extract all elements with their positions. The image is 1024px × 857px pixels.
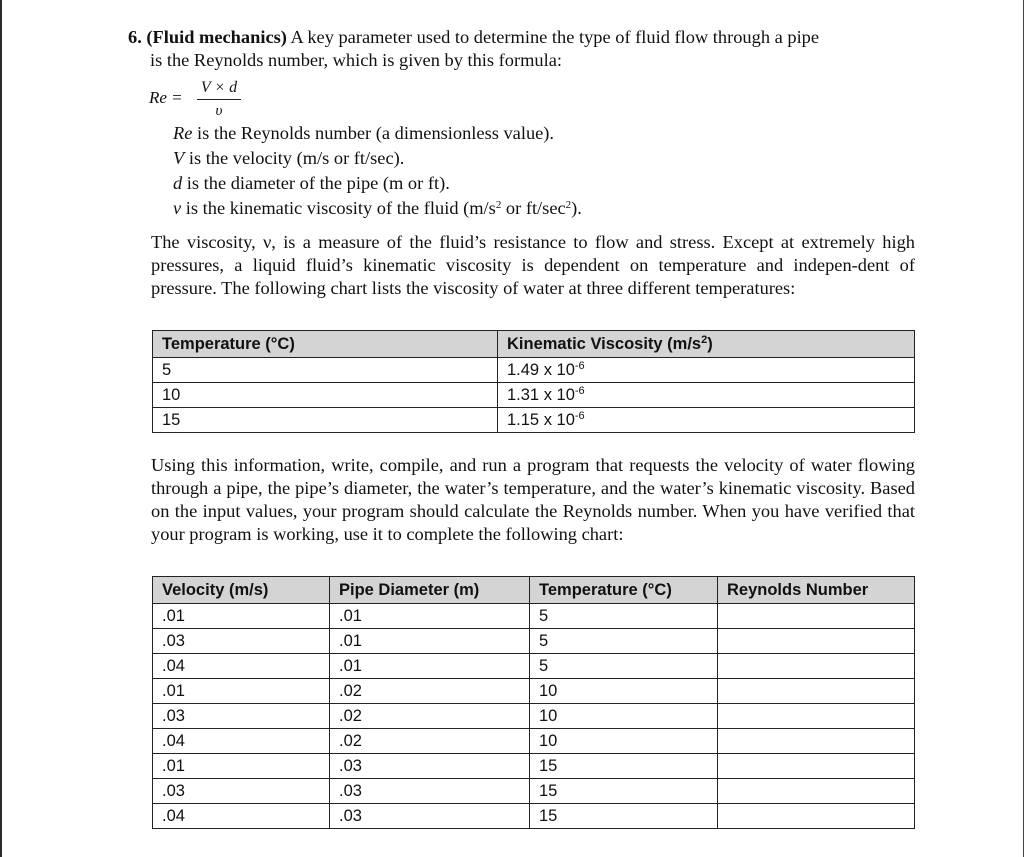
temp-cell: 5 bbox=[153, 358, 498, 383]
velocity-cell: .03 bbox=[153, 629, 330, 654]
table-row bbox=[153, 604, 915, 629]
viscosity-cell: 1.15 x $10^{-6}$ bbox=[498, 408, 915, 433]
temperature-cell: 10 bbox=[530, 704, 718, 729]
diameter-cell: .03 bbox=[330, 754, 530, 779]
formula-lhs: Re = bbox=[149, 88, 183, 107]
viscosity-table bbox=[152, 330, 915, 433]
page-left-border bbox=[0, 0, 2, 857]
problem-intro-line1: A key parameter used to determine the type of fluid flow through a pipe bbox=[286, 27, 820, 47]
reynolds-number-cell[interactable] bbox=[718, 679, 915, 704]
formula-fraction bbox=[197, 78, 241, 120]
definition-diameter: d is the diameter of the pipe (m or ft). bbox=[173, 173, 450, 193]
header-temperature: Temperature (°C) bbox=[153, 331, 498, 358]
header-kinematic-viscosity: Kinematic Viscosity $(m/s^2)$ bbox=[498, 331, 915, 358]
velocity-cell: .01 bbox=[153, 754, 330, 779]
velocity-cell: .04 bbox=[153, 654, 330, 679]
table-row bbox=[153, 654, 915, 679]
reynolds-number-cell[interactable] bbox=[718, 779, 915, 804]
table-row bbox=[153, 383, 915, 408]
reynolds-number-cell[interactable] bbox=[718, 629, 915, 654]
reynolds-number-cell[interactable] bbox=[718, 754, 915, 779]
definition-velocity: V is the velocity (m/s or ft/sec). bbox=[173, 148, 405, 168]
diameter-cell: .01 bbox=[330, 654, 530, 679]
velocity-cell: .03 bbox=[153, 779, 330, 804]
temperature-cell: 5 bbox=[530, 654, 718, 679]
diameter-cell: .01 bbox=[330, 629, 530, 654]
reynolds-number-cell[interactable] bbox=[718, 804, 915, 829]
table-row bbox=[153, 679, 915, 704]
diameter-cell: .02 bbox=[330, 729, 530, 754]
program-instructions-paragraph: Using this information, write, compile, and run a program that requests the velocity of water flowing through a pipe, the pipe’s diameter, the water’s temperature, and the water’s kinematic viscosity. Based on the input values, your program should calculate the Reynolds number. When you have verified that your program is working, use it to complete the following chart: bbox=[151, 455, 915, 544]
reynolds-table-body bbox=[153, 604, 915, 829]
diameter-cell: .03 bbox=[330, 779, 530, 804]
temperature-cell: 15 bbox=[530, 754, 718, 779]
velocity-cell: .04 bbox=[153, 729, 330, 754]
reynolds-number-cell[interactable] bbox=[718, 729, 915, 754]
diameter-cell: .01 bbox=[330, 604, 530, 629]
definition-re: Re is the Reynolds number (a dimensionless value). bbox=[173, 123, 555, 143]
fraction-bar bbox=[197, 99, 241, 100]
reynolds-number-cell[interactable] bbox=[718, 604, 915, 629]
temperature-cell: 15 bbox=[530, 779, 718, 804]
reynolds-number-cell[interactable] bbox=[718, 704, 915, 729]
temperature-cell: 10 bbox=[530, 729, 718, 754]
reynolds-number-cell[interactable] bbox=[718, 654, 915, 679]
formula-numerator: V × d bbox=[200, 79, 238, 96]
velocity-cell: .01 bbox=[153, 679, 330, 704]
temperature-cell: 15 bbox=[530, 804, 718, 829]
temp-cell: 15 bbox=[153, 408, 498, 433]
diameter-cell: .02 bbox=[330, 704, 530, 729]
temperature-cell: 5 bbox=[530, 604, 718, 629]
temperature-cell: 10 bbox=[530, 679, 718, 704]
problem-number: 6. bbox=[128, 27, 142, 47]
formula-denominator: υ bbox=[215, 103, 223, 119]
temperature-cell: 5 bbox=[530, 629, 718, 654]
header-velocity: Velocity (m/s) bbox=[153, 577, 330, 604]
header-reynolds-number: Reynolds Number bbox=[718, 577, 915, 604]
table-row bbox=[153, 754, 915, 779]
table-row bbox=[153, 729, 915, 754]
header-temperature: Temperature (°C) bbox=[530, 577, 718, 604]
problem-intro-line2: is the Reynolds number, which is given by this formula: bbox=[150, 50, 562, 70]
table-row bbox=[153, 358, 915, 383]
viscosity-paragraph: The viscosity, ν, is a measure of the fluid’s resistance to flow and stress. Except at extremely high pressures, a liquid fluid’s kinematic viscosity is dependent on temperature and indepen-dent of pressure. The following chart lists the viscosity of water at three different temperatures: bbox=[151, 232, 915, 298]
viscosity-cell: 1.49 x $10^{-6}$ bbox=[498, 358, 915, 383]
viscosity-cell: 1.31 x $10^{-6}$ bbox=[498, 383, 915, 408]
velocity-cell: .04 bbox=[153, 804, 330, 829]
table-row bbox=[153, 779, 915, 804]
table-row bbox=[153, 704, 915, 729]
velocity-cell: .03 bbox=[153, 704, 330, 729]
problem-statement bbox=[128, 26, 918, 72]
reynolds-table-header bbox=[153, 577, 915, 604]
temp-cell: 10 bbox=[153, 383, 498, 408]
definitions-list bbox=[173, 121, 873, 221]
velocity-cell: .01 bbox=[153, 604, 330, 629]
diameter-cell: .02 bbox=[330, 679, 530, 704]
viscosity-table-header bbox=[153, 331, 915, 358]
table-row bbox=[153, 804, 915, 829]
diameter-cell: .03 bbox=[330, 804, 530, 829]
definition-viscosity: ν is the kinematic viscosity of the fluid ($m/s^2$ or $ft/\sec^2$). bbox=[173, 198, 582, 218]
reynolds-table bbox=[152, 576, 915, 829]
table-row bbox=[153, 629, 915, 654]
header-pipe-diameter: Pipe Diameter (m) bbox=[330, 577, 530, 604]
problem-heading: (Fluid mechanics) bbox=[146, 27, 287, 47]
table-row bbox=[153, 408, 915, 433]
